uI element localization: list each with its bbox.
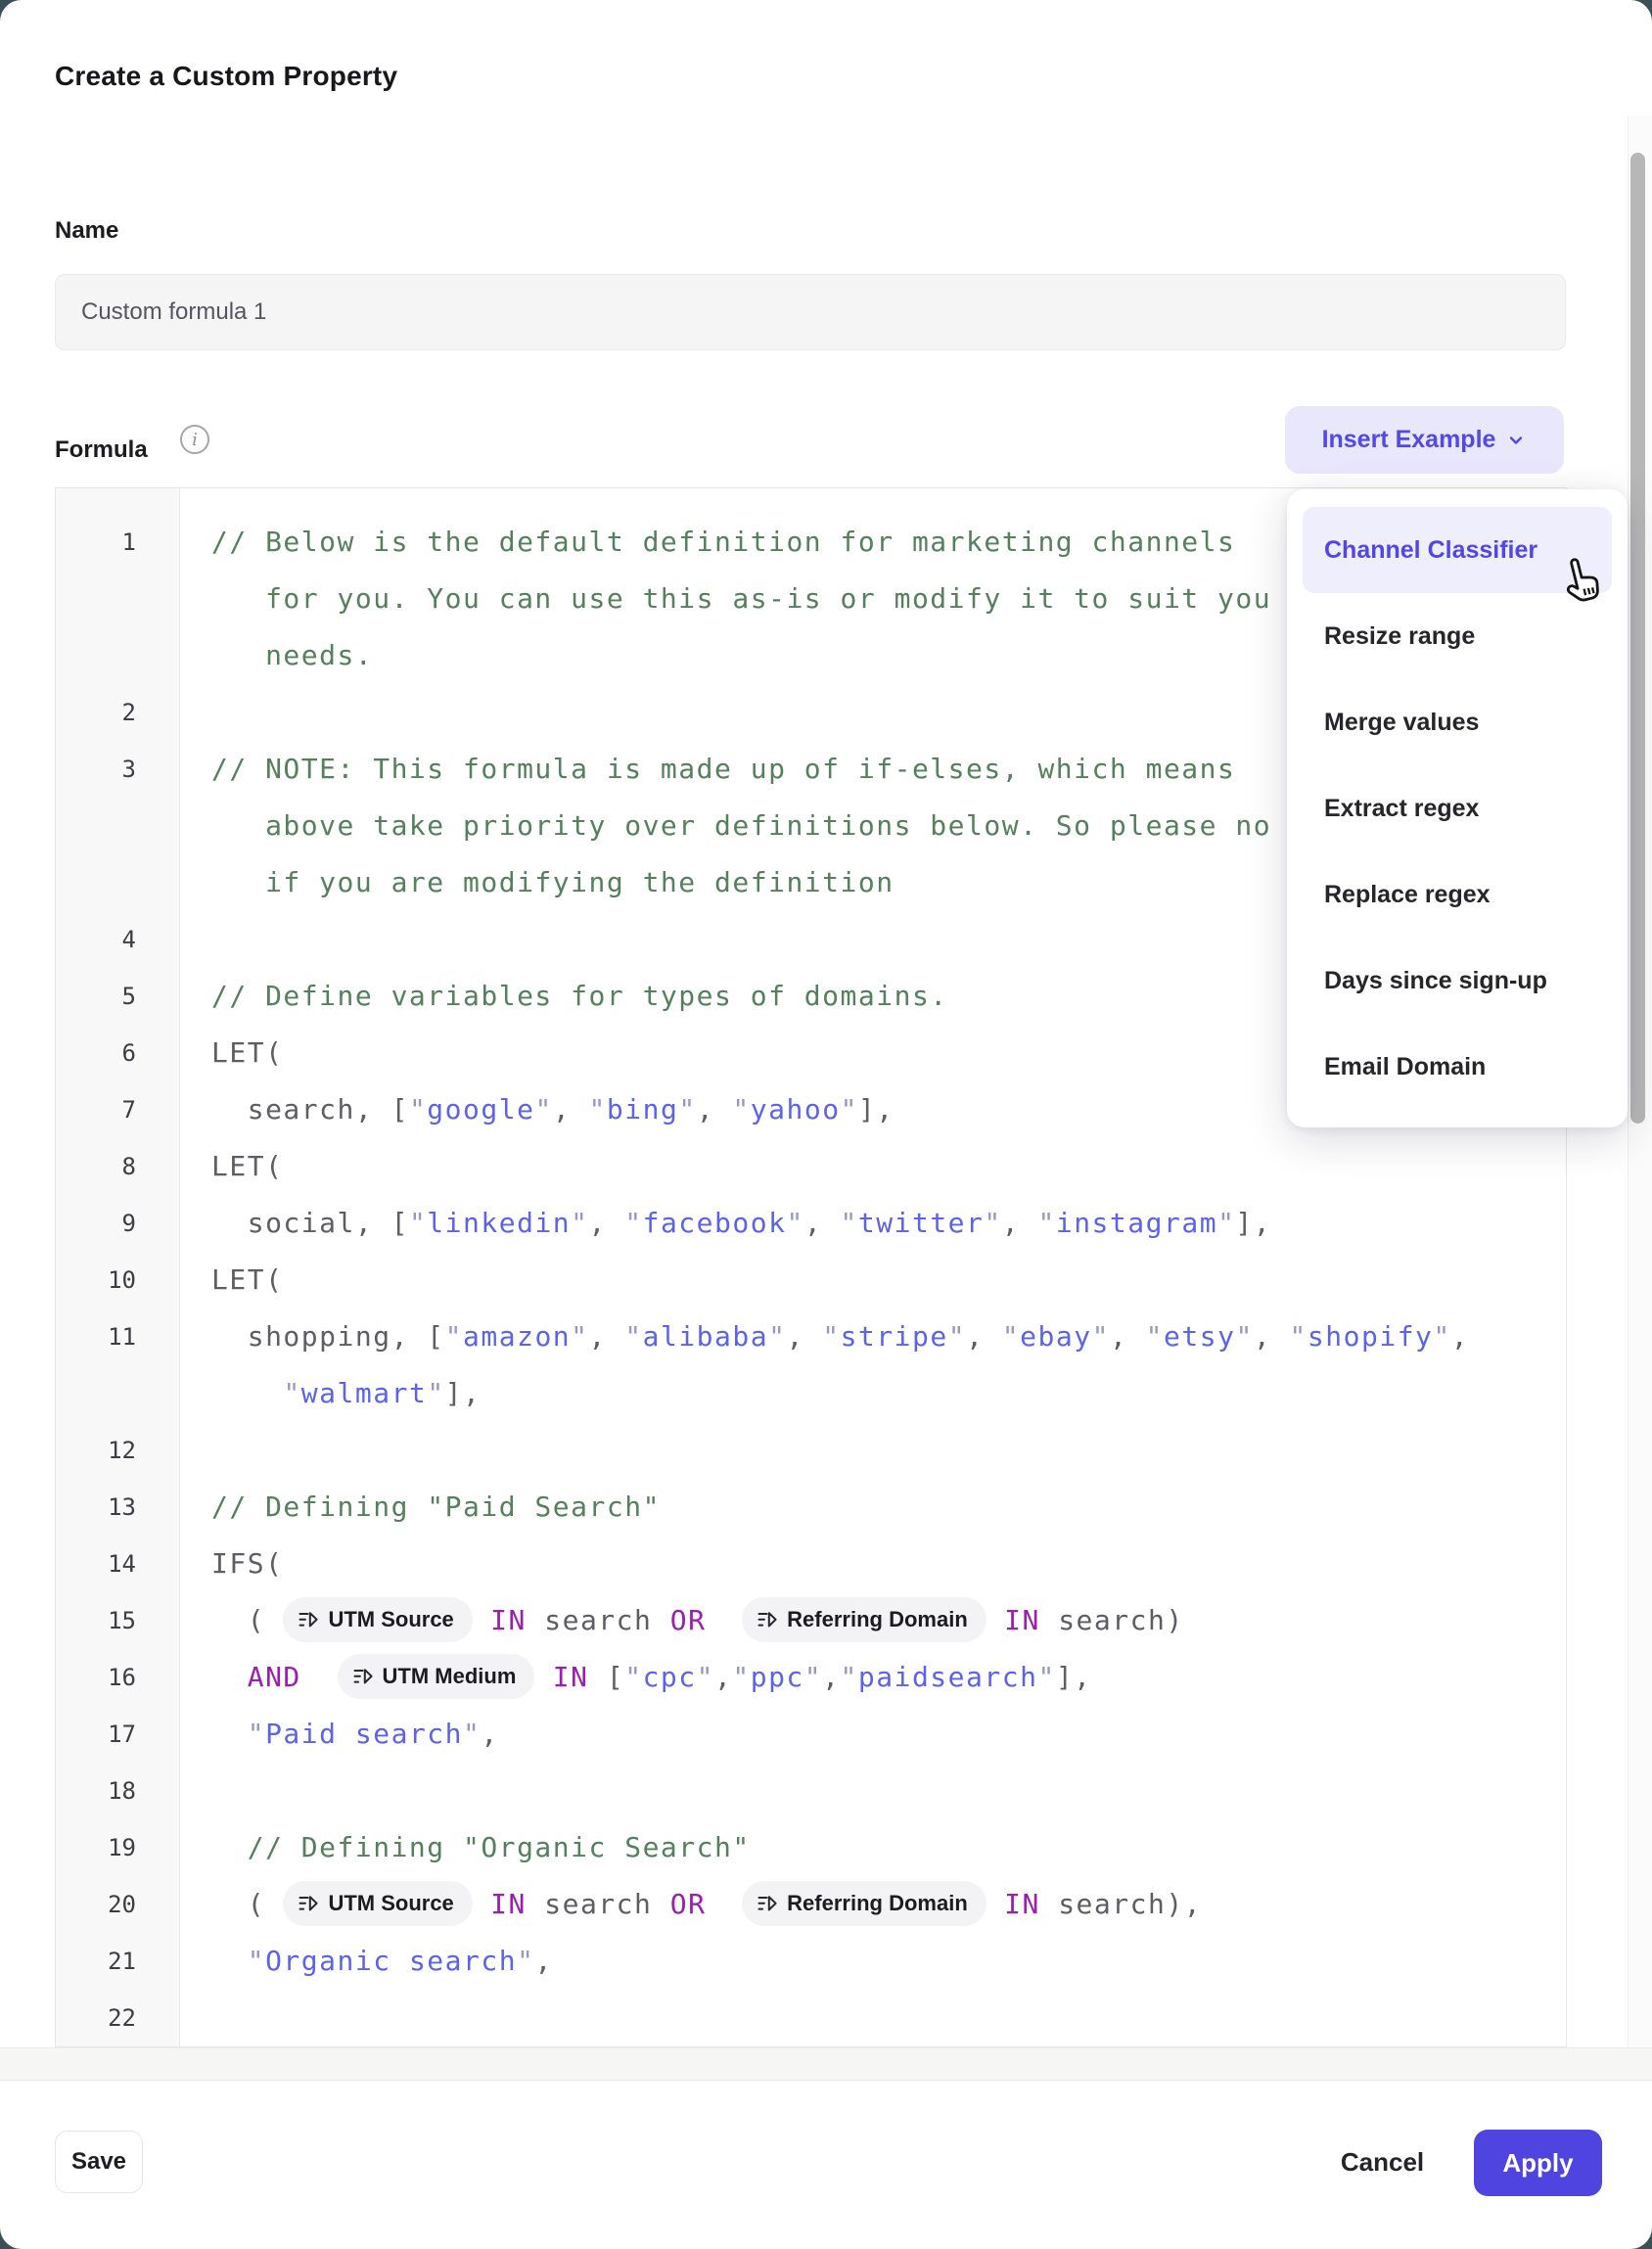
menu-item-channel-classifier[interactable]: Channel Classifier (1303, 507, 1612, 593)
line-number: 17 (108, 1721, 136, 1748)
line-number: 4 (121, 926, 136, 953)
line-number: 3 (121, 756, 136, 783)
property-chip-referring-domain[interactable] (742, 1597, 987, 1642)
line-number: 6 (121, 1039, 136, 1067)
property-chip-referring-domain[interactable] (742, 1881, 987, 1926)
code-line: if you are modifying the definition (211, 866, 895, 898)
line-number: 22 (108, 2004, 136, 2032)
code-line: IFS( (211, 1547, 284, 1580)
code-line: "Paid search", (247, 1718, 499, 1750)
property-chip-label: UTM Source (328, 1891, 454, 1915)
modal-title: Create a Custom Property (55, 61, 398, 91)
line-number: 19 (108, 1834, 136, 1861)
code-line: // Defining "Paid Search" (211, 1491, 661, 1523)
property-chip-utm-source[interactable] (283, 1881, 472, 1926)
code-line: // NOTE: This formula is made up of if-elses, which means (211, 753, 1236, 785)
line-number: 20 (108, 1891, 136, 1918)
property-icon (298, 1893, 319, 1914)
code-line: LET( (211, 1150, 284, 1182)
code-line: "Organic search", (247, 1945, 553, 1977)
line-number (56, 571, 179, 627)
line-number (56, 798, 179, 854)
property-chip-utm-source[interactable] (283, 1597, 472, 1642)
code-line: // Define variables for types of domains. (211, 980, 948, 1012)
footer-divider (0, 2047, 1652, 2081)
insert-example-label: Insert Example (1321, 426, 1496, 453)
code-line (179, 1990, 1566, 2046)
menu-item-merge-values[interactable]: Merge values (1324, 708, 1480, 736)
line-number: 1 (121, 528, 136, 556)
code-line (179, 1763, 1566, 1819)
code-line: "walmart"], (283, 1377, 482, 1409)
line-number: 21 (108, 1948, 136, 1975)
property-chip-label: UTM Medium (382, 1664, 517, 1688)
info-icon[interactable]: i (180, 425, 209, 454)
line-number: 12 (108, 1437, 136, 1464)
apply-button[interactable]: Apply (1474, 2130, 1602, 2196)
property-icon (298, 1609, 319, 1630)
hand-pointer-cursor-icon (1558, 556, 1605, 612)
formula-label: Formula (55, 436, 148, 463)
code-line: // Below is the default definition for marketing channels (211, 526, 1236, 558)
line-number (56, 1365, 179, 1422)
code-line: LET( (211, 1036, 284, 1069)
code-line: for you. You can use this as-is or modify it to suit you (211, 582, 1272, 615)
line-number: 15 (108, 1607, 136, 1634)
code-line: search, ["google", "bing", "yahoo"], (211, 1093, 895, 1125)
line-number: 9 (121, 1210, 136, 1237)
line-number (56, 854, 179, 911)
code-line (179, 1422, 1566, 1479)
property-chip-label: Referring Domain (787, 1607, 968, 1631)
code-line: // Defining "Organic Search" (211, 1831, 751, 1863)
line-number: 11 (108, 1323, 136, 1351)
code-line: LET( (211, 1263, 284, 1296)
line-number: 8 (121, 1153, 136, 1180)
property-icon (757, 1893, 778, 1914)
menu-item-resize-range[interactable]: Resize range (1324, 621, 1476, 650)
line-number: 7 (121, 1096, 136, 1124)
line-number: 2 (121, 699, 136, 726)
line-number (56, 627, 179, 684)
menu-item-days-since-sign-up[interactable]: Days since sign-up (1324, 966, 1547, 994)
property-chip-label: UTM Source (328, 1607, 454, 1631)
code-line: ( UTM Source IN search OR Referring Domain IN search), (179, 1876, 1566, 1933)
chevron-down-icon (1505, 430, 1527, 451)
code-line: ( UTM Source IN search OR Referring Domain IN search) (179, 1592, 1566, 1649)
line-number: 10 (108, 1266, 136, 1294)
code-line: social, ["linkedin", "facebook", "twitter", "instagram"], (211, 1207, 1272, 1239)
menu-item-replace-regex[interactable]: Replace regex (1324, 880, 1491, 908)
cancel-button[interactable]: Cancel (1302, 2131, 1463, 2193)
save-button[interactable]: Save (55, 2131, 143, 2193)
name-label: Name (55, 217, 119, 244)
name-input[interactable] (55, 274, 1566, 350)
property-icon (757, 1609, 778, 1630)
property-icon (352, 1666, 374, 1687)
property-chip-utm-medium[interactable] (338, 1654, 535, 1699)
code-line: above take priority over definitions below. So please no (211, 809, 1272, 842)
property-chip-label: Referring Domain (787, 1891, 968, 1915)
code-line: AND UTM Medium IN ["cpc","ppc","paidsearch"], (179, 1649, 1566, 1706)
menu-item-email-domain[interactable]: Email Domain (1324, 1052, 1487, 1080)
line-number: 13 (108, 1493, 136, 1521)
menu-item-extract-regex[interactable]: Extract regex (1324, 794, 1480, 822)
modal-scrollbar-thumb[interactable] (1630, 153, 1645, 1124)
code-line: shopping, ["amazon", "alibaba", "stripe", "ebay", "etsy", "shopify", (211, 1320, 1470, 1353)
line-number: 18 (108, 1777, 136, 1805)
code-line: needs. (211, 639, 374, 671)
line-number: 5 (121, 983, 136, 1010)
insert-example-button[interactable] (1285, 406, 1564, 474)
line-number: 16 (108, 1664, 136, 1691)
line-number: 14 (108, 1550, 136, 1578)
